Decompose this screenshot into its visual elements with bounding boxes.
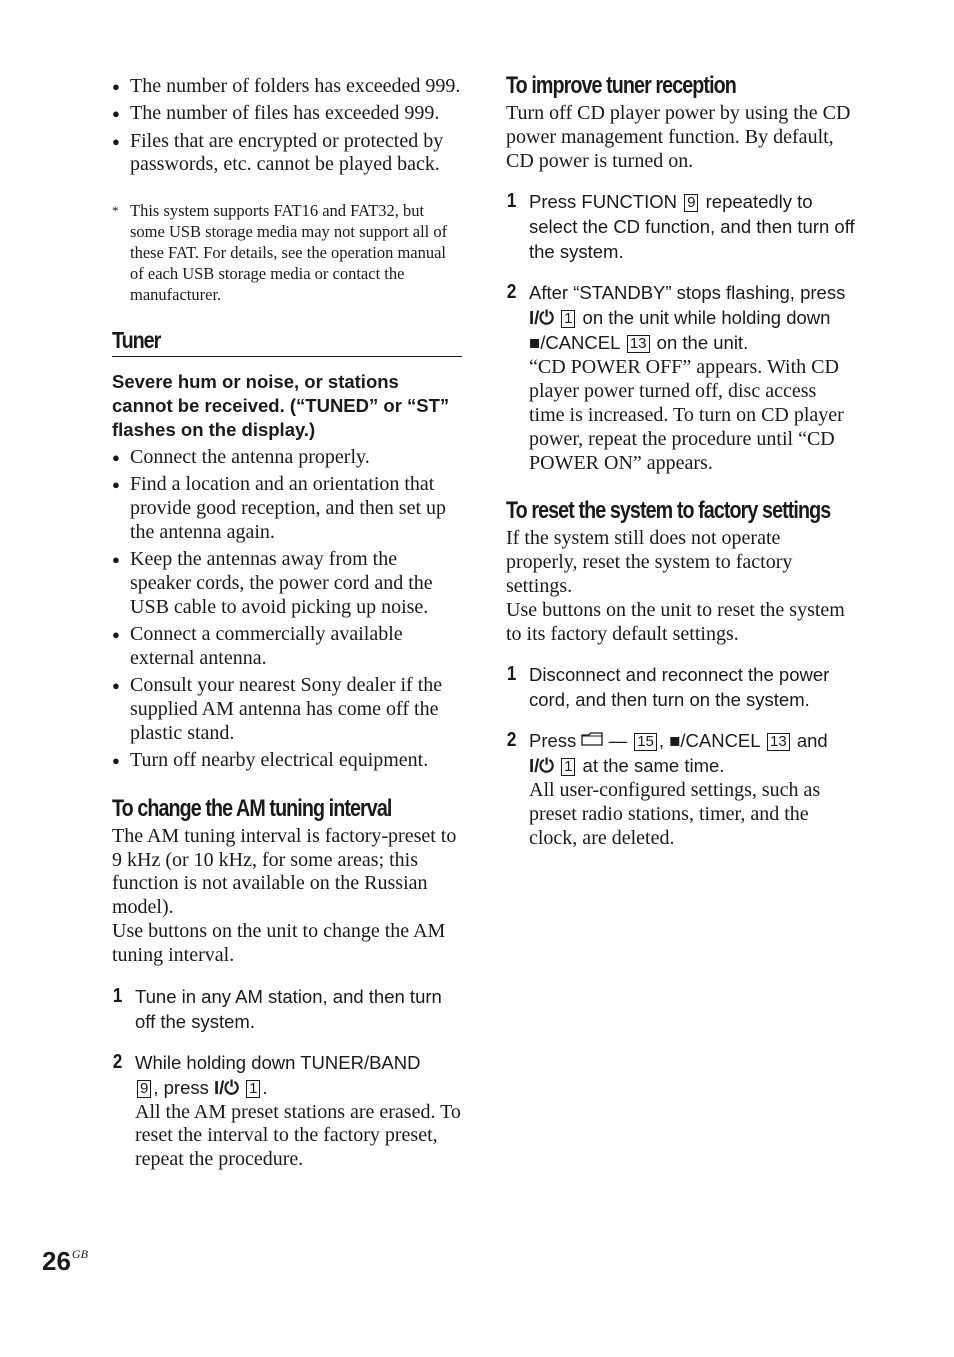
- button-ref-number: 1: [246, 1080, 260, 1098]
- list-item: ● The number of files has exceeded 999.: [112, 102, 462, 126]
- step-text: on the unit while holding down: [582, 307, 831, 329]
- power-icon: I/⏻: [214, 1076, 239, 1098]
- tuner-step-1: [506, 189, 856, 264]
- reset-intro-paragraph-2: Use buttons on the unit to reset the system to its factory default settings.: [506, 598, 845, 645]
- am-interval-heading: To change the AM tuning interval: [112, 794, 392, 822]
- tuner-step-2: [506, 280, 856, 475]
- button-ref-number: 1: [561, 758, 575, 776]
- step-text: on the unit.: [656, 332, 749, 354]
- factory-reset-heading: To reset the system to factory settings: [506, 497, 831, 525]
- list-item: ● Connect a commercially available external antenna.: [112, 623, 462, 671]
- power-icon: I/⏻: [529, 307, 554, 329]
- step-text: and: [796, 730, 828, 752]
- footnote-text: This system supports FAT16 and FAT32, but some USB storage media may not support all of these FAT. For details, see the operation manual of each USB storage media or contact the manufacturer.: [130, 201, 448, 305]
- section-divider: [112, 356, 462, 357]
- button-ref-number: 9: [684, 194, 698, 212]
- step-text: /CANCEL: [680, 730, 760, 752]
- am-step-2: [112, 1050, 462, 1172]
- power-icon: I/⏻: [529, 755, 554, 777]
- step-number: 1: [506, 190, 517, 213]
- step-text: repeatedly to select the CD function, and then turn off the system.: [529, 191, 855, 263]
- am-step-1: [112, 984, 462, 1034]
- usb-bullet-list: [112, 75, 462, 177]
- left-column: [112, 75, 462, 1172]
- button-ref-number: 15: [634, 733, 657, 751]
- list-item: ● Find a location and an orientation that provide good reception, and then set up the antenna again.: [112, 473, 462, 544]
- am-intro-paragraph-2: Use buttons on the unit to change the AM tuning interval.: [112, 920, 446, 966]
- button-ref-number: 13: [767, 733, 790, 751]
- step-text: .: [262, 1076, 268, 1098]
- tuner-intro-paragraph: Turn off CD player power by using the CD power management function. By default, CD power is turned on.: [506, 102, 851, 172]
- step-description: “CD POWER OFF” appears. With CD player power turned off, disc access time is increased. To turn on CD player power, repeat the procedure until “CD POWER ON” appears.: [529, 356, 844, 474]
- footnote-marker: *: [112, 203, 119, 219]
- button-ref-number: 1: [561, 310, 575, 328]
- stop-icon: ■: [669, 730, 681, 752]
- button-ref-number: 13: [627, 335, 650, 353]
- button-ref-number: 9: [137, 1080, 151, 1098]
- step-text: ,: [658, 730, 665, 752]
- step-text: /CANCEL: [540, 332, 620, 354]
- list-item: ● Connect the antenna properly.: [112, 446, 462, 470]
- step-text: Disconnect and reconnect the power cord, and then turn on the system.: [529, 664, 830, 711]
- step-number: 2: [506, 281, 517, 304]
- step-description: All user-configured settings, such as preset radio stations, timer, and the clock, are deleted.: [529, 779, 821, 849]
- step-text: Press: [529, 730, 577, 752]
- page-region-suffix: GB: [71, 1247, 88, 1261]
- step-number: 2: [112, 1050, 123, 1073]
- footnote: [112, 200, 462, 305]
- section-heading-tuner: Tuner: [112, 327, 161, 354]
- step-number: 1: [112, 984, 123, 1007]
- list-item: ● The number of folders has exceeded 999.: [112, 75, 462, 99]
- page-number: [42, 1246, 88, 1277]
- step-text: After “STANDBY” stops flashing, press: [529, 282, 846, 304]
- list-item: ● Turn off nearby electrical equipment.: [112, 749, 462, 773]
- right-column: [506, 72, 856, 851]
- step-text: at the same time.: [582, 755, 725, 777]
- stop-icon: ■: [529, 332, 541, 354]
- reset-intro-paragraph: If the system still does not operate properly, reset the system to factory settings.: [506, 527, 793, 597]
- list-item: ● Keep the antennas away from the speaker cords, the power cord and the USB cable to avoid picking up noise.: [112, 548, 462, 619]
- list-item: ● Consult your nearest Sony dealer if the supplied AM antenna has come off the plastic stand.: [112, 674, 462, 745]
- step-text: Tune in any AM station, and then turn off the system.: [135, 985, 442, 1032]
- step-text: Press FUNCTION: [529, 191, 677, 213]
- am-intro-paragraph: The AM tuning interval is factory-preset to 9 kHz (or 10 kHz, for some areas; this function is not available on the Russian model).: [112, 824, 457, 919]
- tuner-bullet-list: [112, 446, 462, 773]
- symptom-heading: Severe hum or noise, or stations cannot be received. (“TUNED” or “ST” flashes on the display.): [112, 370, 450, 440]
- step-number: 2: [506, 729, 517, 752]
- step-number: 1: [506, 663, 517, 686]
- step-text: While holding down TUNER/BAND: [135, 1051, 421, 1073]
- step-text: —: [608, 730, 628, 752]
- step-description: All the AM preset stations are erased. To reset the interval to the factory preset, repeat the procedure.: [135, 1100, 461, 1171]
- page-number-value: 26: [42, 1246, 71, 1276]
- step-text: , press: [153, 1076, 209, 1098]
- tuner-reception-heading: To improve tuner reception: [506, 72, 736, 99]
- folder-icon: [581, 732, 603, 746]
- list-item: ● Files that are encrypted or protected by passwords, etc. cannot be played back.: [112, 130, 462, 178]
- reset-step-1: [506, 662, 856, 712]
- reset-step-2: [506, 728, 856, 850]
